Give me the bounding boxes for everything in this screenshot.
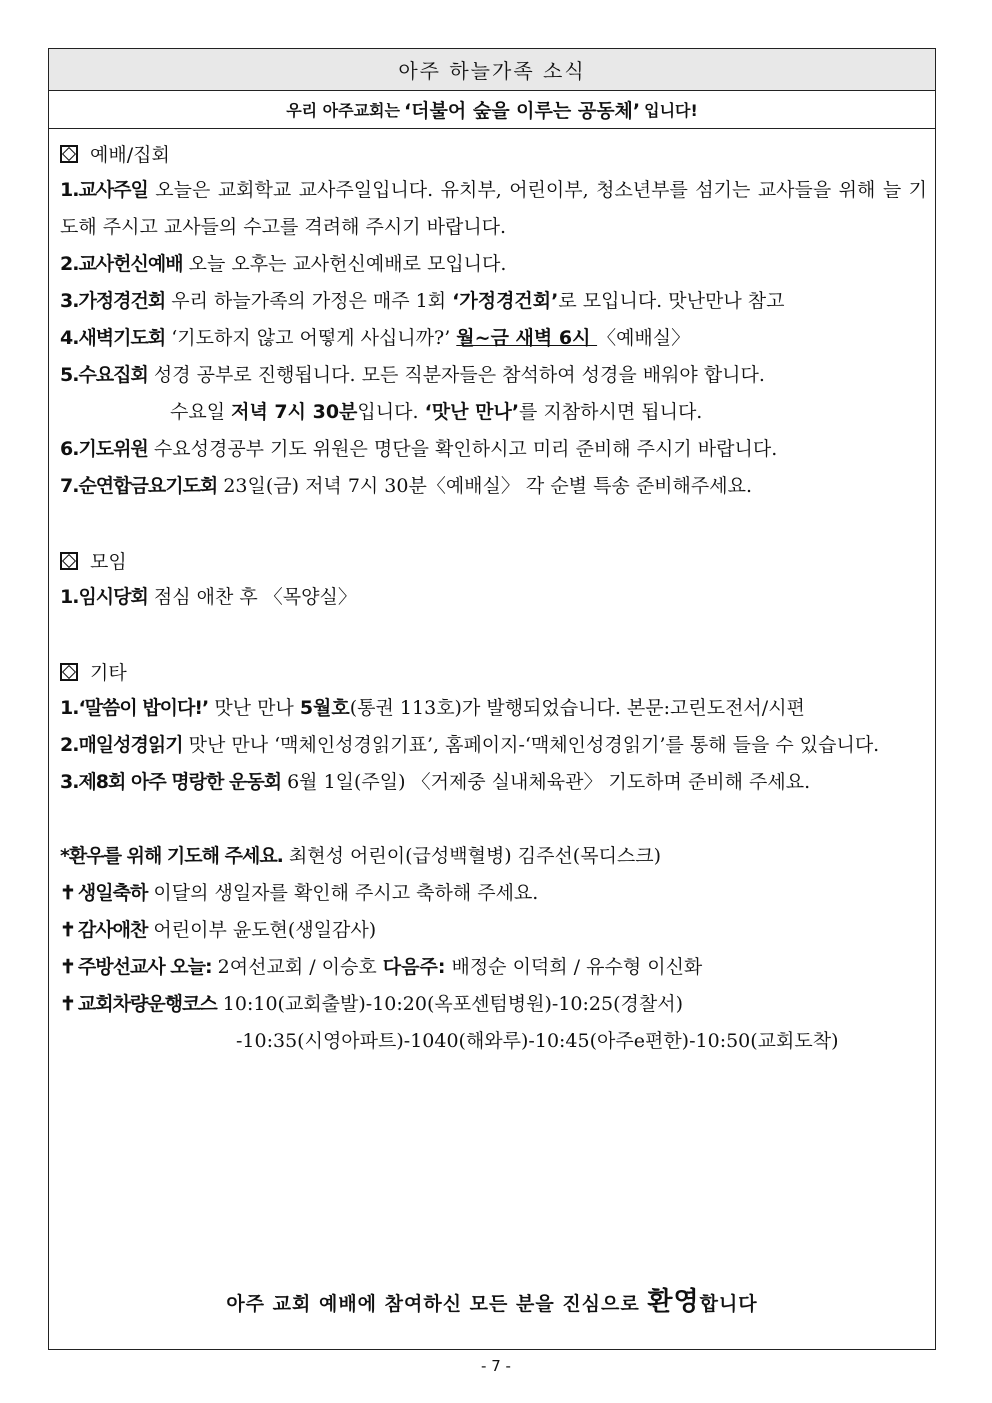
notice-vehicle-cont [60, 1023, 927, 1060]
section-heading-worship [60, 135, 927, 172]
section-heading-meeting [60, 542, 927, 579]
item-label: 1.‘말씀이 밥이다!’ [60, 697, 209, 719]
notice-birthday [60, 875, 927, 912]
item-text: 23일(금) 저녁 7시 30분〈예배실〉 각 순별 특송 준비해주세요. [217, 475, 752, 497]
bulletin-content [60, 135, 927, 1060]
item-text: 를 지참하시면 됩니다. [519, 401, 703, 423]
item-emphasis: ‘가정경건회’ [452, 290, 559, 312]
worship-item-1 [60, 172, 927, 246]
spacer [60, 616, 927, 653]
diamond-box-icon [60, 663, 78, 681]
worship-item-4 [60, 320, 927, 357]
spacer [60, 505, 927, 542]
page-title [49, 49, 935, 91]
welcome-emphasis: 환영 [647, 1287, 700, 1317]
notice-thanks-meal [60, 912, 927, 949]
diamond-box-icon [60, 552, 78, 570]
subtitle-emphasis: ‘더불어 숲을 이루는 공동체’ [403, 100, 641, 122]
item-label: *환우를 위해 기도해 주세요. [60, 845, 283, 867]
item-text: 10:10(교회출발)-10:20(옥포센텀병원)-10:25(경찰서) [216, 993, 683, 1015]
item-text: 우리 하늘가족의 가정은 매주 1회 [165, 290, 453, 312]
cross-icon: ✝ [60, 882, 76, 904]
etc-item-1 [60, 690, 927, 727]
item-text: 〈예배실〉 [597, 327, 691, 349]
item-text: 맛난 만나 [208, 697, 300, 719]
item-emphasis: ‘맛난 만나’ [424, 401, 520, 423]
item-text: 수요일 [170, 401, 232, 423]
section-heading-text: 모임 [90, 551, 127, 573]
item-text: 2여선교회 / 이승호 [211, 956, 383, 978]
subtitle-post: 입니다! [644, 101, 698, 120]
item-text: ‘기도하지 않고 어떻게 사십니까?’ [165, 327, 457, 349]
item-emphasis: 다음주: [382, 956, 446, 978]
item-label: 5.수요집회 [60, 364, 148, 386]
worship-item-6 [60, 431, 927, 468]
meeting-item-1 [60, 579, 927, 616]
item-label: 1.임시당회 [60, 586, 148, 608]
etc-item-3 [60, 764, 927, 801]
spacer [60, 801, 927, 838]
subtitle-banner [49, 91, 935, 129]
section-heading-text: 기타 [90, 662, 127, 684]
item-text: 어린이부 윤도현(생일감사) [147, 919, 377, 941]
cross-icon: ✝ [60, 993, 76, 1015]
item-label: 1.교사주일 [60, 179, 148, 201]
diamond-box-icon [60, 145, 78, 163]
item-label: 2.교사헌신예배 [60, 253, 183, 275]
notice-vehicle [60, 986, 927, 1023]
item-label: 2.매일성경읽기 [60, 734, 183, 756]
item-text: 배정순 이덕희 / 유수형 이신화 [445, 956, 703, 978]
item-text: 입니다. [357, 401, 425, 423]
etc-item-2 [60, 727, 927, 764]
item-label: 4.새벽기도회 [60, 327, 166, 349]
notice-prayer [60, 838, 927, 875]
item-text: 성경 공부로 진행됩니다. 모든 직분자들은 참석하여 성경을 배워야 합니다. [147, 364, 765, 386]
item-text: (통권 113호)가 발행되었습니다. 본문:고린도전서/시편 [349, 697, 805, 719]
item-label: 감사애찬 [77, 919, 148, 941]
item-label: 주방선교사 오늘: [77, 956, 212, 978]
item-text: 오늘 오후는 교사헌신예배로 모입니다. [182, 253, 507, 275]
item-emphasis: 월~금 새벽 6시 [456, 327, 598, 349]
section-heading-text: 예배/집회 [90, 144, 170, 166]
worship-item-2 [60, 246, 927, 283]
worship-item-7 [60, 468, 927, 505]
cross-icon: ✝ [60, 919, 76, 941]
subtitle-pre: 우리 아주교회는 [286, 101, 400, 120]
item-text: 6월 1일(주일) 〈거제중 실내체육관〉 기도하며 준비해 주세요. [281, 771, 811, 793]
section-heading-etc [60, 653, 927, 690]
item-label: 7.순연합금요기도회 [60, 475, 218, 497]
item-text: 오늘은 교회학교 교사주일입니다. 유치부, 어린이부, 청소년부를 섬기는 교사들을 위해 늘 기도해 주시고 교사들의 수고를 격려해 주시기 바랍니다. [60, 179, 927, 238]
item-text: -10:35(시영아파트)-1040(해와루)-10:45(아주e편한)-10:50(교회도착) [236, 1030, 839, 1052]
item-label: 생일축하 [77, 882, 148, 904]
notice-kitchen [60, 949, 927, 986]
welcome-text: 아주 교회 예배에 참여하신 모든 분을 진심으로 [226, 1293, 648, 1315]
item-emphasis: 저녁 7시 30분 [231, 401, 358, 423]
item-label: 6.기도위원 [60, 438, 148, 460]
page-title-text: 아주 하늘가족 소식 [398, 59, 586, 83]
welcome-text: 합니다 [699, 1293, 758, 1315]
worship-item-5-cont [60, 394, 927, 431]
item-label: 3.가정경건회 [60, 290, 166, 312]
item-text: 로 모입니다. 맛난만나 참고 [558, 290, 785, 312]
item-text: 이달의 생일자를 확인해 주시고 축하해 주세요. [147, 882, 539, 904]
worship-item-3 [60, 283, 927, 320]
item-text: 점심 애찬 후 〈목양실〉 [147, 586, 357, 608]
worship-item-5 [60, 357, 927, 394]
item-label: 교회차량운행코스 [77, 993, 217, 1015]
item-text: 수요성경공부 기도 위원은 명단을 확인하시고 미리 준비해 주시기 바랍니다. [147, 438, 778, 460]
page-number: - 7 - [481, 1357, 511, 1375]
item-emphasis: 5월호 [299, 697, 350, 719]
cross-icon: ✝ [60, 956, 76, 978]
item-text: 최현성 어린이(급성백혈병) 김주선(목디스크) [282, 845, 662, 867]
bulletin-frame [48, 48, 936, 1350]
welcome-message [49, 1281, 935, 1318]
item-label: 3.제8회 아주 명랑한 운동회 [60, 771, 282, 793]
item-text: 맛난 만나 ‘맥체인성경읽기표’, 홈페이지-‘맥체인성경읽기’를 통해 들을 수 있습니다. [182, 734, 880, 756]
